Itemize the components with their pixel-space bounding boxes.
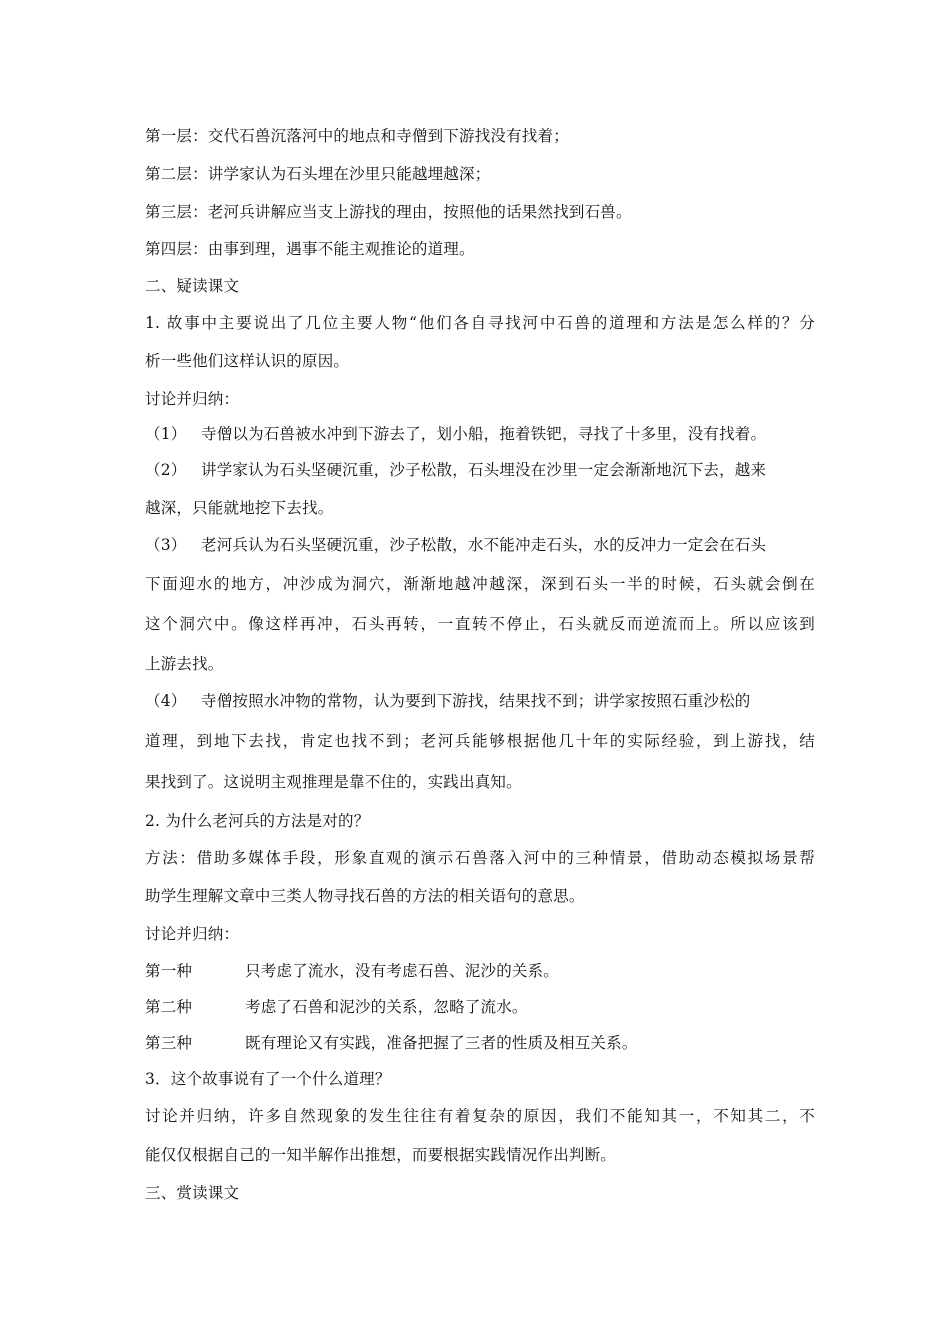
method-line-1: 方法：借助多媒体手段，形象直观的演示石兽落入河中的三种情景，借助动态模拟场景帮 [145,849,815,867]
answer-3-line-2: 下面迎水的地方，冲沙成为洞穴，渐渐地越冲越深，深到石头一半的时候，石头就会倒在 [145,575,815,593]
answer-4-line-1 [145,691,815,711]
answer-4-text-1: 寺僧按照水冲物的常物，认为要到下游找，结果找不到；讲学家按照石重沙松的 [201,692,751,710]
answer-2-line-1 [145,460,815,480]
answer-1 [145,424,815,444]
discussion-label-1: 讨论并归纳： [145,390,240,408]
answer-4-line-2: 道理，到地下去找，肯定也找不到；老河兵能够根据他几十年的实际经验，到上游找，结 [145,732,815,750]
answer-1-marker: （1） [145,425,187,443]
answer-2-line-2: 越深，只能就地挖下去找。 [145,499,334,517]
question-1-line-1: 1. 故事中主要说出了几位主要人物“他们各自寻找河中石兽的道理和方法是怎么样的？分 [145,314,815,332]
layer-4-text: 第四层：由事到理，遇事不能主观推论的道理。 [145,240,475,258]
answer-3-line-1 [145,535,815,555]
answer-1-text: 寺僧以为石兽被水冲到下游去了，划小船，拖着铁钯，寻找了十多里，没有找着。 [201,425,767,443]
conclusion-line-2: 能仅仅根据自己的一知半解作出推想，而要根据实践情况作出判断。 [145,1146,617,1164]
discussion-label-2: 讨论并归纳： [145,925,240,943]
answer-3-marker: （3） [145,536,187,554]
answer-3-line-3: 这个洞穴中。像这样再冲，石头再转，一直转不停止，石头就反而逆流而上。所以应该到 [145,615,815,633]
layer-1-text: 第一层：交代石兽沉落河中的地点和寺僧到下游找没有找着； [145,127,569,145]
question-1-line-2: 析一些他们这样认识的原因。 [145,352,350,370]
kind-2-label: 第二种 [145,998,193,1016]
section-3-heading: 三、赏读课文 [145,1184,240,1202]
answer-4-line-3: 果找到了。这说明主观推理是靠不住的，实践出真知。 [145,773,522,791]
conclusion-line-1: 讨论并归纳，许多自然现象的发生往往有着复杂的原因，我们不能知其一，不知其二，不 [145,1107,815,1125]
answer-4-marker: （4） [145,692,187,710]
layer-3-text: 第三层：老河兵讲解应当支上游找的理由，按照他的话果然找到石兽。 [145,203,632,221]
question-3: 3．这个故事说有了一个什么道理？ [145,1070,391,1088]
method-line-2: 助学生理解文章中三类人物寻找石兽的方法的相关语句的意思。 [145,887,585,905]
kind-2-row [145,997,815,1017]
question-2: 2. 为什么老河兵的方法是对的？ [145,812,370,830]
kind-1-text: 只考虑了流水，没有考虑石兽、泥沙的关系。 [245,962,560,980]
answer-2-marker: （2） [145,461,187,479]
kind-3-text: 既有理论又有实践，准备把握了三者的性质及相互关系。 [245,1034,638,1052]
section-2-heading: 二、疑读课文 [145,277,240,295]
layer-2-text: 第二层：讲学家认为石头埋在沙里只能越埋越深； [145,165,491,183]
kind-2-text: 考虑了石兽和泥沙的关系，忽略了流水。 [245,998,528,1016]
answer-3-text-1: 老河兵认为石头坚硬沉重，沙子松散，水不能冲走石头，水的反冲力一定会在石头 [201,536,767,554]
answer-3-line-4: 上游去找。 [145,655,224,673]
kind-1-label: 第一种 [145,962,193,980]
kind-1-row [145,961,815,981]
kind-3-row [145,1033,815,1053]
kind-3-label: 第三种 [145,1034,193,1052]
answer-2-text-1: 讲学家认为石头坚硬沉重，沙子松散，石头埋没在沙里一定会渐渐地沉下去，越来 [201,461,767,479]
